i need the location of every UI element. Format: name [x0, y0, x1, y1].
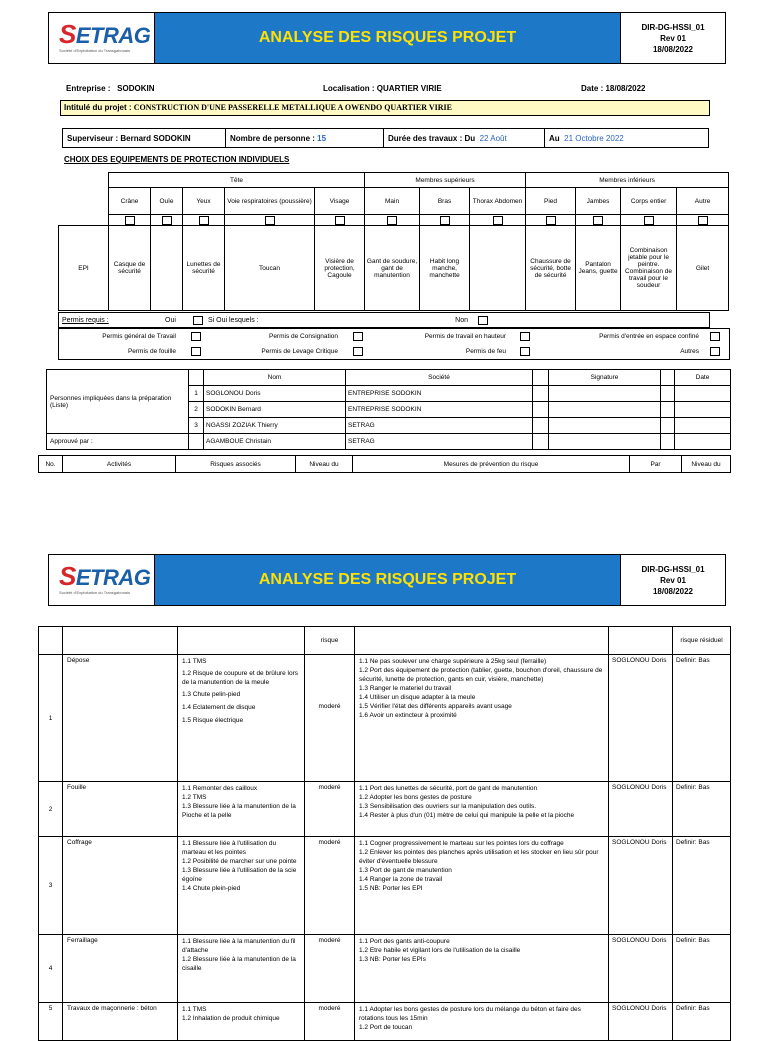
- permis-checkbox[interactable]: [520, 332, 530, 341]
- epi-table: Tête Membres supérieurs Membres inférieurs Crâne Ouïe Yeux Voie respiratoires (poussière) Visage Main Bras Thorax Abdomen Pied Jambes Corps entier Autre EPI Casque de sécurité Lunettes de sécurité Toucan Visière de protection, Cagoule Gant de soudure, gant de manutention Habit long manche, manchette Chaussure de sécurité, botte de sécurité Pantalon Jeans, guette Combinaison jetable pour le peintre. Combinaison de travail pour le soudeur Gilet: [58, 172, 729, 311]
- personnes-label: Personnes impliquées dans la préparation (Liste): [47, 370, 189, 434]
- activity-row: 4 Ferraillage 1.1 Blessure liée à la manutention du fil d'attache 1.2 Blessure liée à la manutention de la cisaille moderé 1.1 Port des gants anti-coupure 1.2 Etre habile et vigilant lors de l'utilisation de la cisaille 1.3 NB: Porter les EPIs SOGLONOU Doris Definir: Bas: [39, 935, 731, 1003]
- permis-checkbox[interactable]: [353, 347, 363, 356]
- permis-table: Permis général de Travail Permis de Consignation Permis de travail en hauteur Permis d'entrée en espace confiné Permis de fouille Permis de Levage Critique Permis de feu Autres: [58, 329, 730, 359]
- page1-header: [48, 12, 726, 64]
- activities-header: No. Activités Risques associés Niveau du Mesures de prévention du risque Par Niveau du: [38, 455, 731, 473]
- person-row: 2 SODOKIN Bernard ENTREPRISE SODOKIN: [47, 402, 731, 418]
- permis-requis-row: Permis requis : Oui Si Oui lesquels : Non: [58, 313, 710, 327]
- setrag-logo: SETRAG Société d'Exploitation du Transgabonais: [49, 555, 155, 605]
- epi-checkbox[interactable]: [125, 216, 135, 225]
- epi-checkbox[interactable]: [387, 216, 397, 225]
- setrag-logo: SETRAG Société d'Exploitation du Transgabonais: [49, 13, 155, 63]
- epi-checkbox[interactable]: [162, 216, 172, 225]
- epi-columns: Crâne Ouïe Yeux Voie respiratoires (poussière) Visage Main Bras Thorax Abdomen Pied Jambes Corps entier Autre: [59, 188, 729, 215]
- supervisor-row: Superviseur : Bernard SODOKIN Nombre de personne : 15 Durée des travaux : Du 22 Août Au 21 Octobre 2022: [62, 128, 709, 148]
- permis-oui-checkbox[interactable]: [193, 316, 203, 325]
- activity-row: 3 Coffrage 1.1 Blessure liée à l'utilisation du marteau et les pointes 1.2 Posibilité de marcher sur une pointe 1.3 Blessure liée à l'utilisation de la scie égoïne 1.4 Chute plein-pied moderé 1.1 Cogner progressivement le marteau sur les pointes lors du coffrage 1.2 Enlever les pointes des planches après utilisation et les stocker en lieu sûr pour éviter d'éventuelle blessure 1.3 Port de gant de manutention 1.4 Ranger la zone de travail 1.5 NB: Porter les EPI SOGLONOU Doris Definir: Bas: [39, 837, 731, 935]
- page-title: ANALYSE DES RISQUES PROJET: [155, 13, 620, 63]
- personnes-table: Personnes impliquées dans la préparation (Liste) Nom Société Signature Date 1 SOGLONOU Doris ENTREPRISE SODOKIN 2 SODOKIN Bernard ENTREPRISE SODOKIN 3 NGASSI ZOZIAK Thierry SETRAG Approuvé par : AGAMBOUE Christain SETRAG: [46, 369, 731, 450]
- epi-checkbox[interactable]: [440, 216, 450, 225]
- epi-section-title: CHOIX DES EQUIPEMENTS DE PROTECTION INDIVIDUELS: [64, 155, 290, 164]
- epi-checkbox[interactable]: [698, 216, 708, 225]
- epi-checkbox[interactable]: [644, 216, 654, 225]
- approuve-row: Approuvé par : AGAMBOUE Christain SETRAG: [47, 434, 731, 450]
- epi-checkbox[interactable]: [199, 216, 209, 225]
- person-row: 1 SOGLONOU Doris ENTREPRISE SODOKIN: [47, 386, 731, 402]
- epi-checkbox[interactable]: [265, 216, 275, 225]
- permis-checkbox[interactable]: [191, 332, 201, 341]
- permis-checkbox[interactable]: [353, 332, 363, 341]
- entreprise-field: Entreprise : SODOKIN: [66, 84, 155, 93]
- permis-checkbox[interactable]: [191, 347, 201, 356]
- activity-row: 1 Dépose 1.1 TMS 1.2 Risque de coupure et de brûlure lors de la manutention de la meule 1.3 Chute pelin-pied 1.4 Eclatement de disque 1.5 Risque électrique moderé 1.1 Ne pas soulever une charge supérieure à 25kg seul (ferraille) 1.2 Port des équipement de protection (tablier, guette, bouchon d'oreil, chaussure de sécurité, lunette de protection, gants en cuir, visière, manchette) 1.3 Ranger le materiel du travail 1.4 Utiliser un disque adapter à la meule 1.5 Vérifier l'état des différents appareils avant usage 1.6 Avoir un extincteur à proximité SOGLONOU Doris Definir: Bas: [39, 655, 731, 782]
- activity-row: 2 Fouille 1.1 Remonter des cailloux 1.2 TMS 1.3 Blessure liée à la manutention de la Pioche et la pelle moderé 1.1 Port des lunettes de sécurité, port de gant de manutention 1.2 Adopter les bons gestes de posture 1.3 Sensibilisation des ouvriers sur la manipulation des outils. 1.4 Rester à plus d'un (01) mètre de celui qui manipule la pelle et la pioche SOGLONOU Doris Definir: Bas: [39, 782, 731, 837]
- doc-reference: DIR-DG-HSSI_01 Rev 01 18/08/2022: [620, 13, 725, 63]
- page-title: ANALYSE DES RISQUES PROJET: [155, 555, 620, 605]
- permis-checkbox[interactable]: [710, 332, 720, 341]
- project-title: Intitulé du projet : CONSTRUCTION D'UNE PASSERELLE METALLIQUE A OWENDO QUARTIER VIRIE: [60, 100, 710, 116]
- activity-row: 5 Travaux de maçonnerie : béton 1.1 TMS 1.2 Inhalation de produit chimique moderé 1.1 Adopter les bons gestes de posture lors du mélange du béton et faire des rotations tous les 15min 1.2 Port de toucan SOGLONOU Doris Definir: Bas: [39, 1003, 731, 1041]
- epi-checkbox[interactable]: [335, 216, 345, 225]
- epi-checkbox[interactable]: [593, 216, 603, 225]
- epi-checkbox-row: [59, 215, 729, 226]
- epi-checkbox[interactable]: [546, 216, 556, 225]
- activities-table: risque risque résiduel 1 Dépose 1.1 TMS 1.2 Risque de coupure et de brûlure lors de la manutention de la meule 1.3 Chute pelin-pied 1.4 Eclatement de disque 1.5 Risque électrique moderé 1.1 Ne pas soulever une charge supérieure à 25kg seul (ferraille) 1.2 Port des équipement de protection (tablier, guette, bouchon d'oreil, chaussure de sécurité, lunette de protection, gants en cuir, visière, manchette) 1.3 Ranger le materiel du travail 1.4 Utiliser un disque adapter à la meule 1.5 Vérifier l'état des différents appareils avant usage 1.6 Avoir un extincteur à proximité SOGLONOU Doris Definir: Bas 2 Fouille 1.1 Remonter des cailloux 1.2 TMS 1.3 Blessure liée à la manutention de la Pioche et la pelle moderé 1.1 Port des lunettes de sécurité, port de gant de manutention 1.2 Adopter les bons gestes de posture 1.3 Sensibilisation des ouvriers sur la manipulation des outils. 1.4 Rester à plus d'un (01) mètre de celui qui manipule la pelle et la pioche SOGLONOU Doris Definir: Bas 3 Coffrage 1.1 Blessure liée à l'utilisation du marteau et les pointes 1.2 Posibilité de marcher sur une pointe 1.3 Blessure liée à l'utilisation de la scie égoïne 1.4 Chute plein-pied moderé 1.1 Cogner progressivement le marteau sur les pointes lors du coffrage 1.2 Enlever les pointes des planches après utilisation et les stocker en lieu sûr pour éviter d'éventuelle blessure 1.3 Port de gant de manutention 1.4 Ranger la zone de travail 1.5 NB: Porter les EPI SOGLONOU Doris Definir: Bas 4 Ferraillage 1.1 Blessure liée à la manutention du fil d'attache 1.2 Blessure liée à la manutention de la cisaille moderé 1.1 Port des gants anti-coupure 1.2 Etre habile et vigilant lors de l'utilisation de la cisaille 1.3 NB: Porter les EPIs SOGLONOU Doris Definir: Bas 5 Travaux de maçonnerie : béton 1.1 TMS 1.2 Inhalation de produit chimique moderé 1.1 Adopter les bons gestes de posture lors du mélange du béton et faire des rotations tous les 15min 1.2 Port de toucan SOGLONOU Doris Definir: Bas: [38, 626, 731, 1041]
- epi-values-row: EPI Casque de sécurité Lunettes de sécurité Toucan Visière de protection, Cagoule Gant de soudure, gant de manutention Habit long manche, manchette Chaussure de sécurité, botte de sécurité Pantalon Jeans, guette Combinaison jetable pour le peintre. Combinaison de travail pour le soudeur Gilet: [59, 226, 729, 311]
- epi-checkbox[interactable]: [493, 216, 503, 225]
- person-row: 3 NGASSI ZOZIAK Thierry SETRAG: [47, 418, 731, 434]
- doc-reference: DIR-DG-HSSI_01 Rev 01 18/08/2022: [620, 555, 725, 605]
- page2-header: [48, 554, 726, 606]
- date-field: Date : 18/08/2022: [581, 84, 646, 93]
- permis-checkbox[interactable]: [520, 347, 530, 356]
- permis-non-checkbox[interactable]: [478, 316, 488, 325]
- localisation-field: Localisation : QUARTIER VIRIE: [323, 84, 442, 93]
- permis-checkbox[interactable]: [710, 347, 720, 356]
